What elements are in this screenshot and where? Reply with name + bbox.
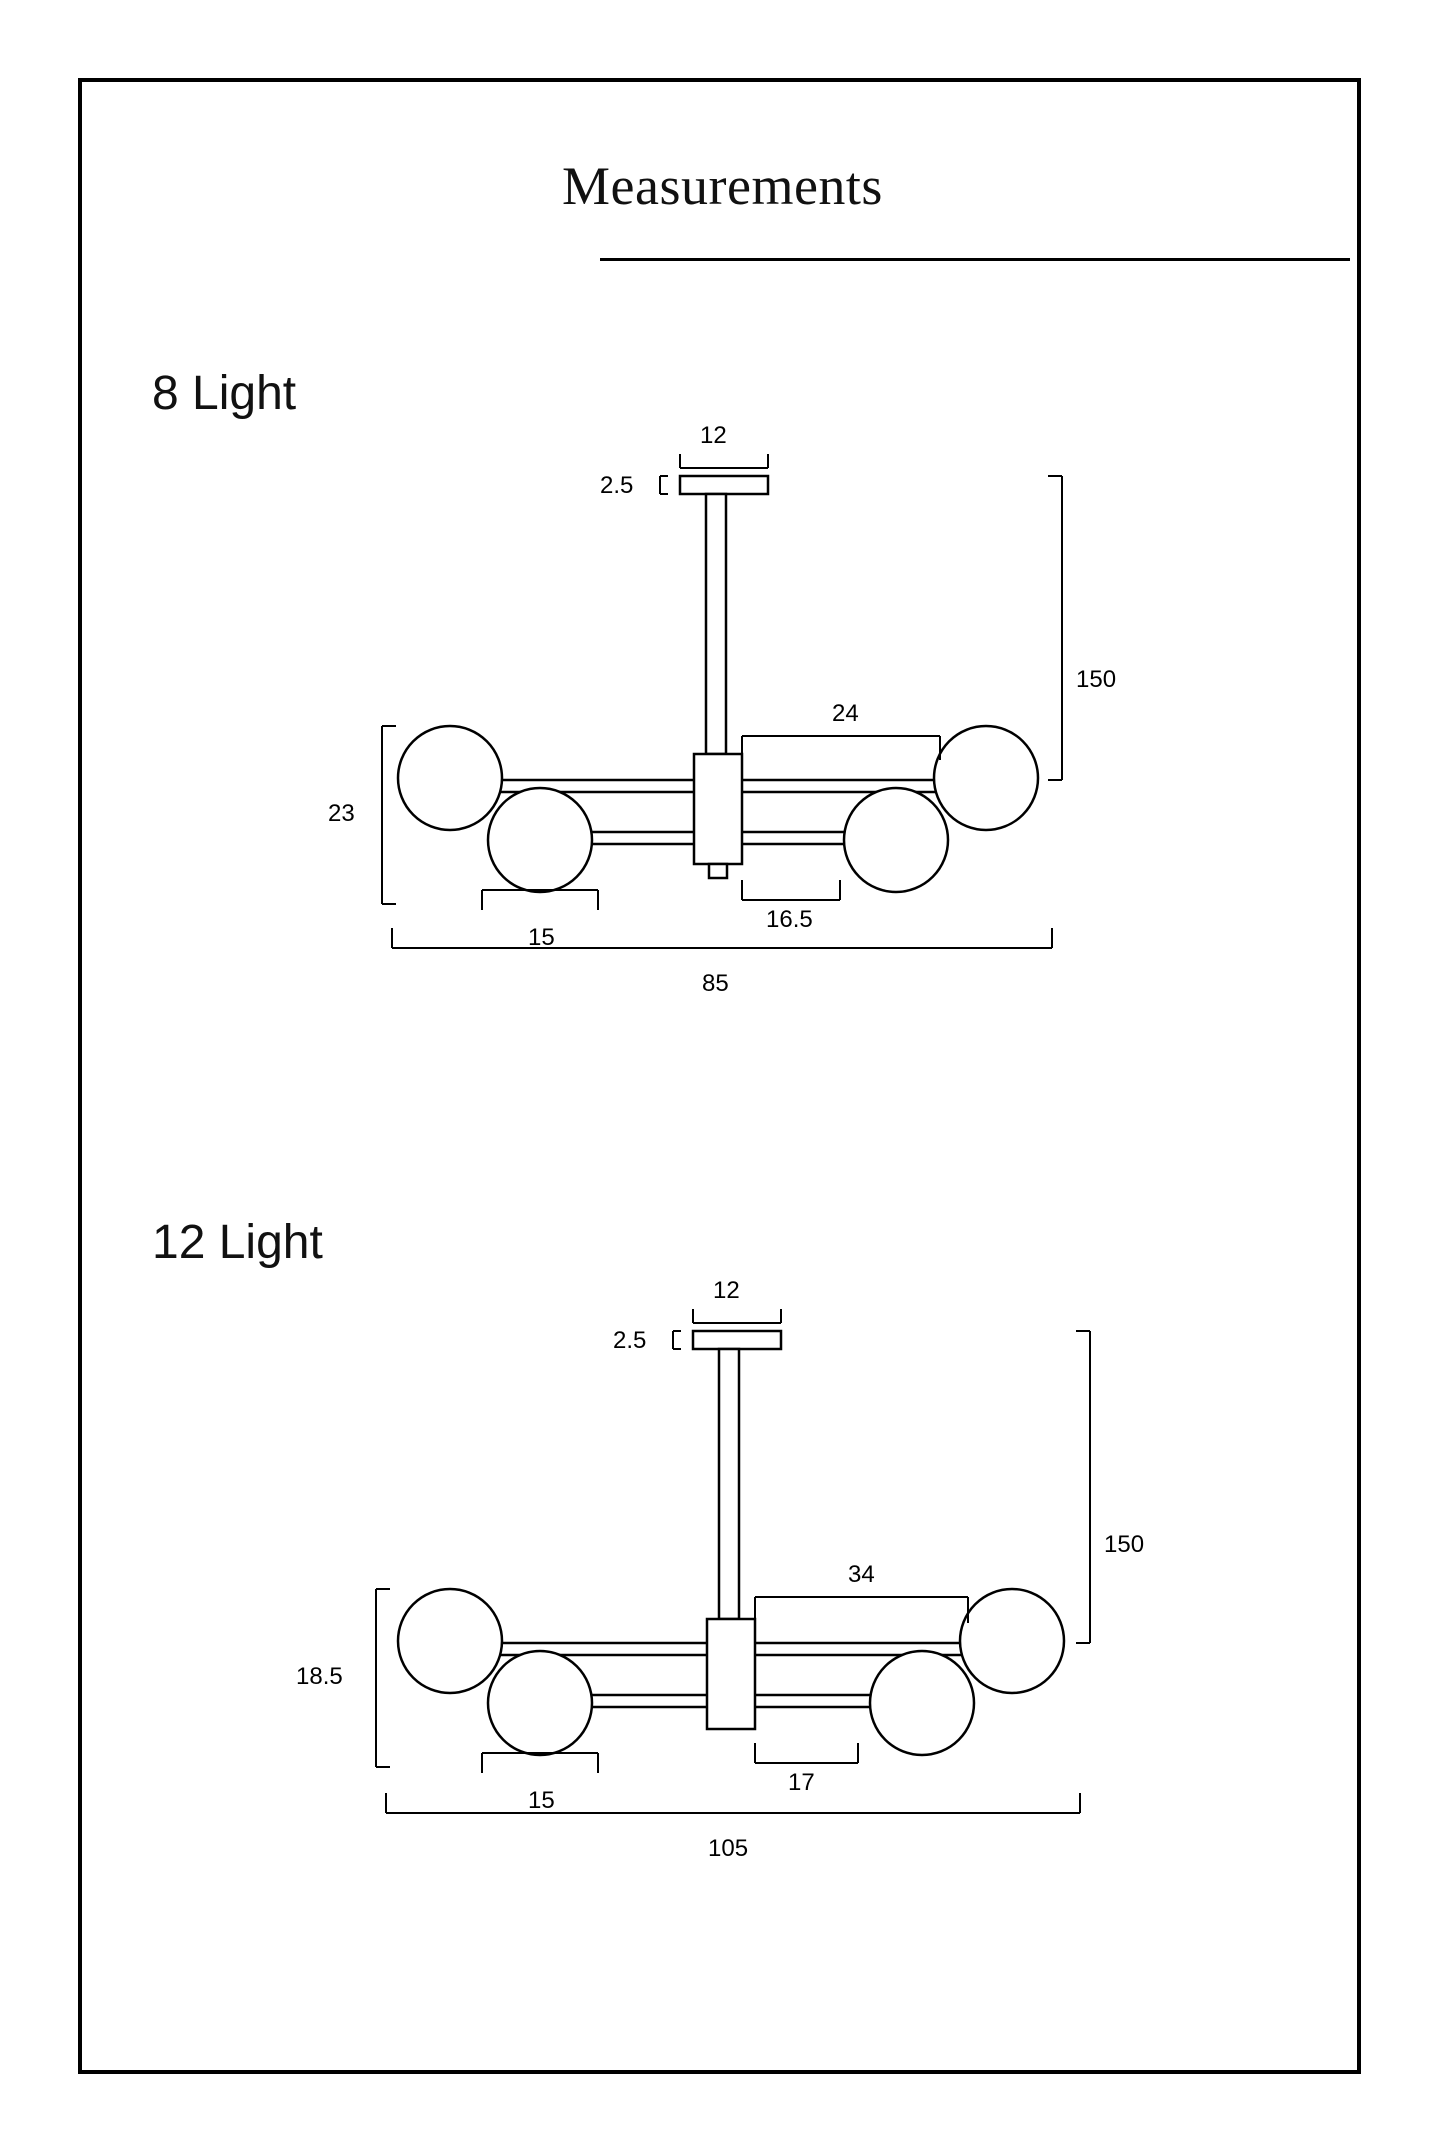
dim-globe-height-8: 23: [328, 800, 355, 827]
page-title: Measurements: [562, 156, 883, 216]
dim-drop-height-8: 150: [1076, 666, 1117, 693]
dim-arm-lower-8: 16.5: [766, 906, 813, 933]
diagram-8-light: [0, 400, 1445, 1150]
dim-canopy-height-12: 2.5: [613, 1327, 647, 1354]
dim-globe-height-12: 18.5: [296, 1663, 343, 1690]
title-underline: [600, 258, 1350, 261]
dim-total-width-8: 85: [702, 970, 729, 997]
diagram-12-light: [0, 1245, 1445, 2045]
dim-canopy-height-8: 2.5: [600, 472, 634, 499]
dim-total-width-12: 105: [708, 1835, 749, 1862]
dim-globe-offset-8: 15: [528, 924, 555, 951]
dim-arm-upper-12: 34: [848, 1561, 875, 1588]
section-label-12-light: 12 Light: [152, 1216, 323, 1269]
dim-canopy-width-8: 12: [700, 422, 727, 449]
dim-arm-lower-12: 17: [788, 1769, 815, 1796]
section-label-8-light: 8 Light: [152, 367, 297, 420]
dim-drop-height-12: 150: [1104, 1531, 1145, 1558]
dim-arm-upper-8: 24: [832, 700, 859, 727]
dim-globe-offset-12: 15: [528, 1787, 555, 1814]
dim-canopy-width-12: 12: [713, 1277, 740, 1304]
